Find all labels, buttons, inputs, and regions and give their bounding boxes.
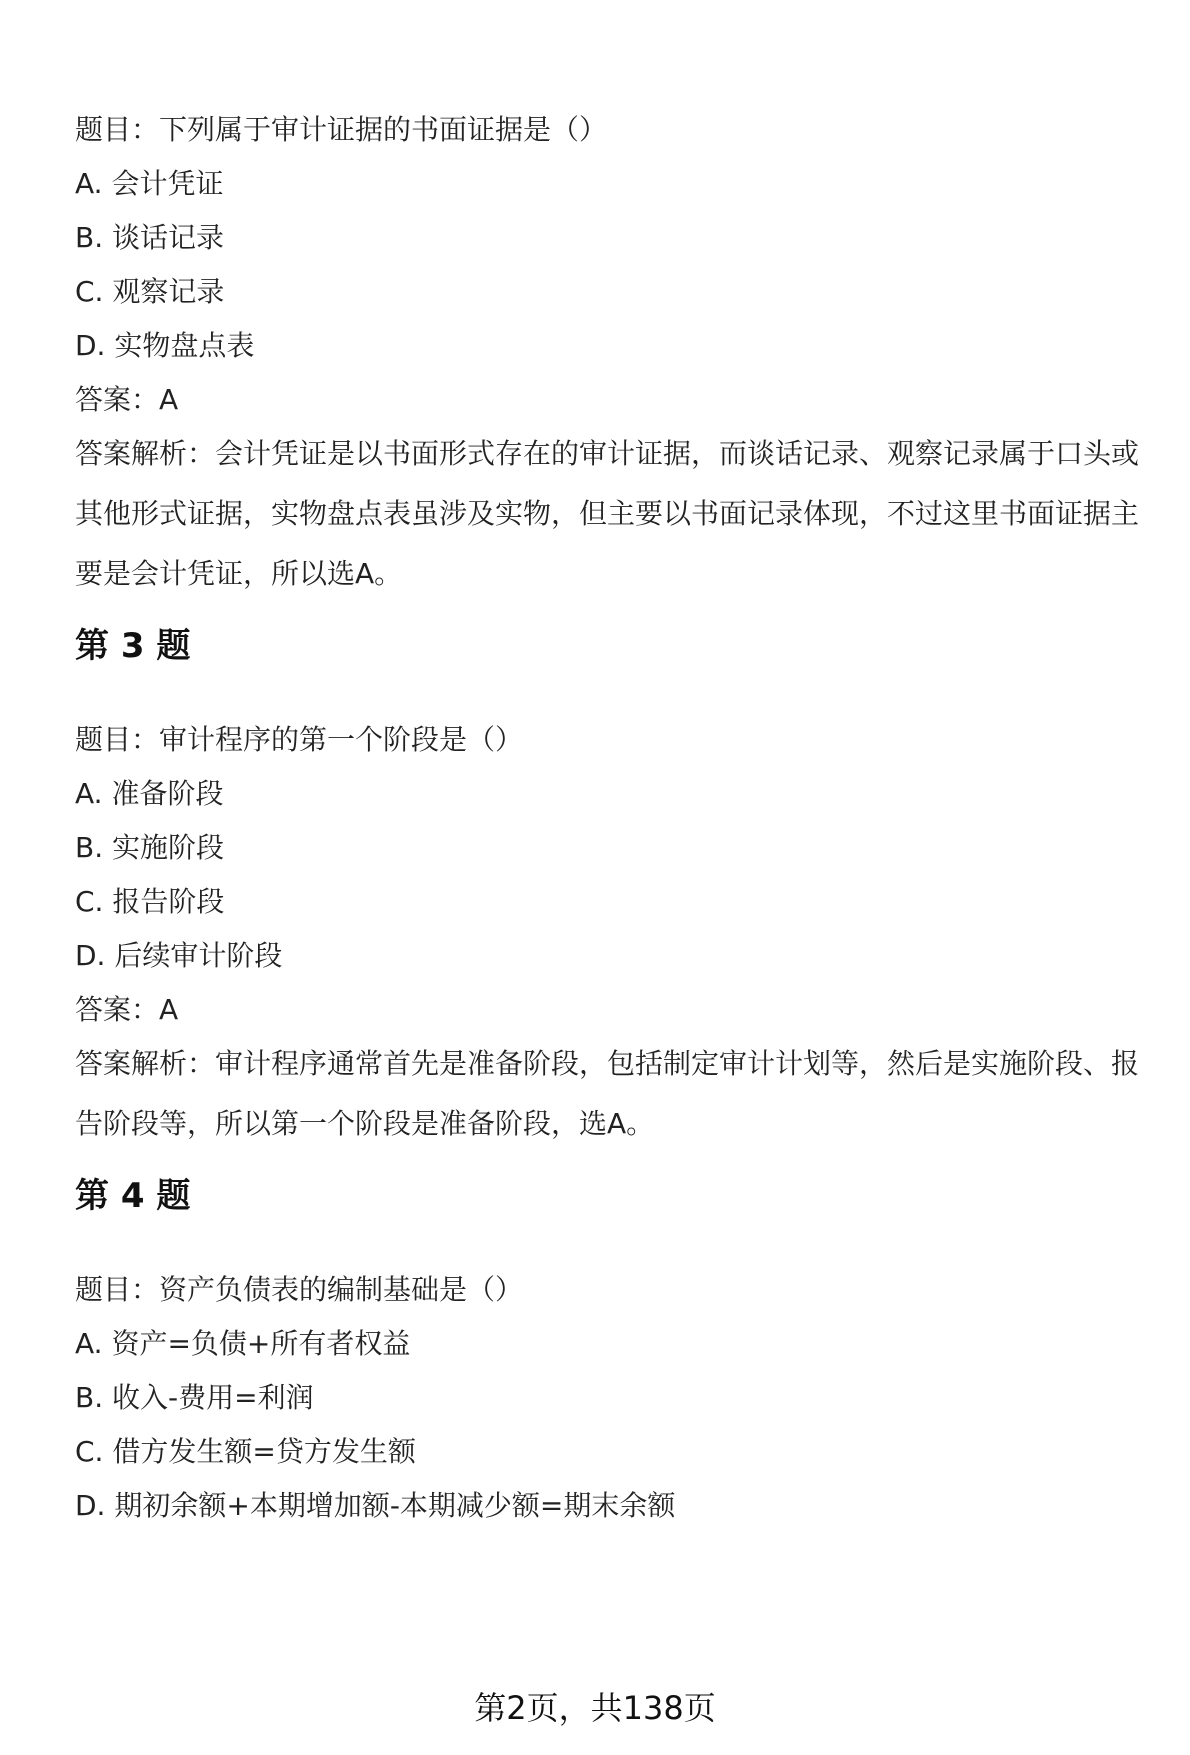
option-c: C. 观察记录 (75, 275, 225, 308)
option-b: B. 实施阶段 (75, 831, 225, 864)
option-a: A. 会计凭证 (75, 167, 224, 200)
question-text: 题目：审计程序的第一个阶段是（） (75, 723, 524, 756)
option-d: D. 后续审计阶段 (75, 939, 283, 972)
answer-text: 答案：A (75, 993, 179, 1026)
option-a: A. 准备阶段 (75, 777, 224, 810)
answer-explanation: 答案解析：会计凭证是以书面形式存在的审计证据，而谈话记录、观察记录属于口头或其他形式证据，实物盘点表虽涉及实物，但主要以书面记录体现，不过这里书面证据主要是会计凭证，所以选A。 (75, 437, 1140, 590)
option-b: B. 谈话记录 (75, 221, 225, 254)
option-d: D. 实物盘点表 (75, 329, 255, 362)
option-d: D. 期初余额+本期增加额-本期减少额=期末余额 (75, 1489, 676, 1522)
option-c: C. 借方发生额=贷方发生额 (75, 1435, 416, 1468)
answer-explanation: 答案解析：审计程序通常首先是准备阶段，包括制定审计计划等，然后是实施阶段、报告阶段等，所以第一个阶段是准备阶段，选A。 (75, 1047, 1140, 1140)
option-a: A. 资产=负债+所有者权益 (75, 1327, 411, 1360)
question-text: 题目：下列属于审计证据的书面证据是（） (75, 113, 608, 146)
question-text: 题目：资产负债表的编制基础是（） (75, 1273, 524, 1306)
question-heading: 第 3 题 (75, 626, 191, 666)
page-number: 第2页，共138页 (474, 1689, 716, 1727)
option-c: C. 报告阶段 (75, 885, 225, 918)
option-b: B. 收入-费用=利润 (75, 1381, 314, 1414)
answer-text: 答案：A (75, 383, 179, 416)
question-heading: 第 4 题 (75, 1176, 191, 1216)
